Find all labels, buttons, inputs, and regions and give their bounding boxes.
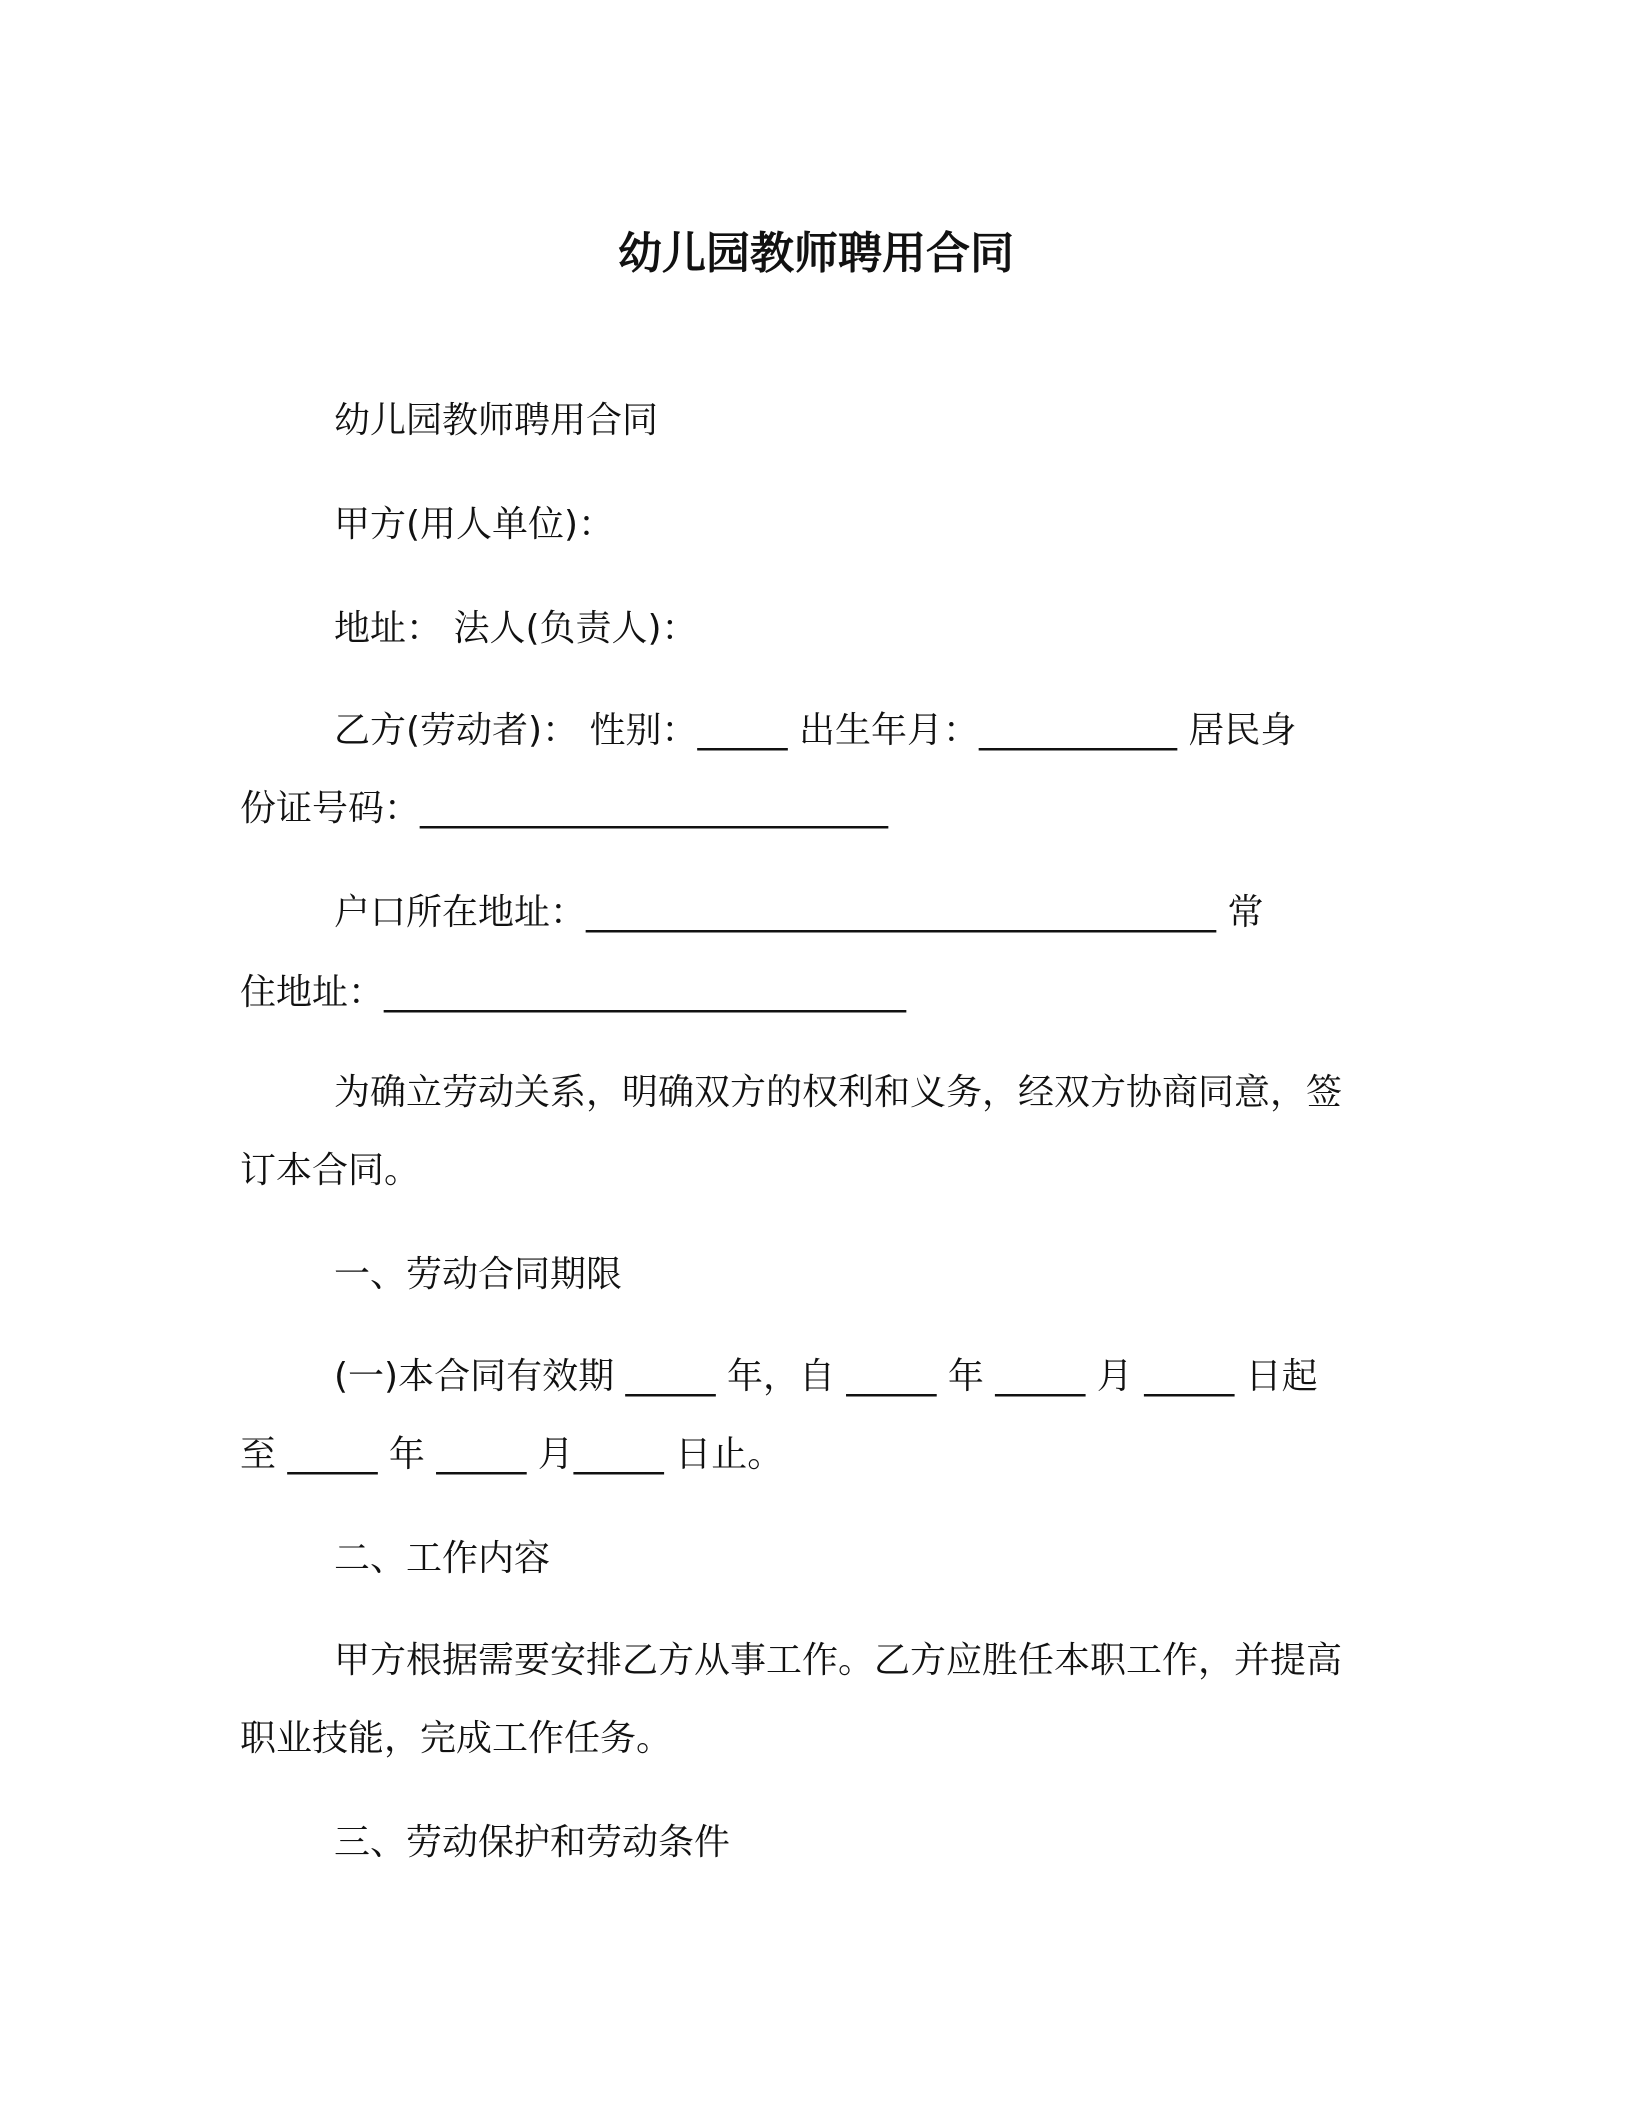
address-line: 地址： 法人(负责人)：: [334, 608, 698, 649]
hukou-line-continued: 住地址：_____________________________: [240, 972, 907, 1013]
purpose-paragraph-continued: 订本合同。: [240, 1150, 421, 1191]
section-2-body: 甲方根据需要安排乙方从事工作。乙方应胜任本职工作，并提高: [334, 1640, 1343, 1681]
section-2-body-continued: 职业技能，完成工作任务。: [240, 1718, 673, 1759]
section-1-heading: 一、劳动合同期限: [334, 1254, 623, 1295]
section-1-item-1-continued: 至 _____ 年 _____ 月_____ 日止。: [240, 1434, 784, 1475]
party-b-line-continued: 份证号码：__________________________: [240, 788, 889, 829]
party-b-line: 乙方(劳动者)： 性别：_____ 出生年月：___________ 居民身: [334, 710, 1297, 751]
subtitle-line: 幼儿园教师聘用合同: [334, 400, 659, 441]
purpose-paragraph: 为确立劳动关系，明确双方的权利和义务，经双方协商同意，签: [334, 1072, 1343, 1113]
party-a-line: 甲方(用人单位)：: [334, 504, 615, 545]
section-3-heading: 三、劳动保护和劳动条件: [334, 1822, 731, 1863]
hukou-line: 户口所在地址：___________________________________ 常: [334, 892, 1264, 933]
section-1-item-1: (一)本合同有效期 _____ 年，自 _____ 年 _____ 月 _____ 日起: [334, 1356, 1318, 1397]
section-2-heading: 二、工作内容: [334, 1538, 551, 1579]
document-title: 幼儿园教师聘用合同: [618, 228, 1014, 279]
